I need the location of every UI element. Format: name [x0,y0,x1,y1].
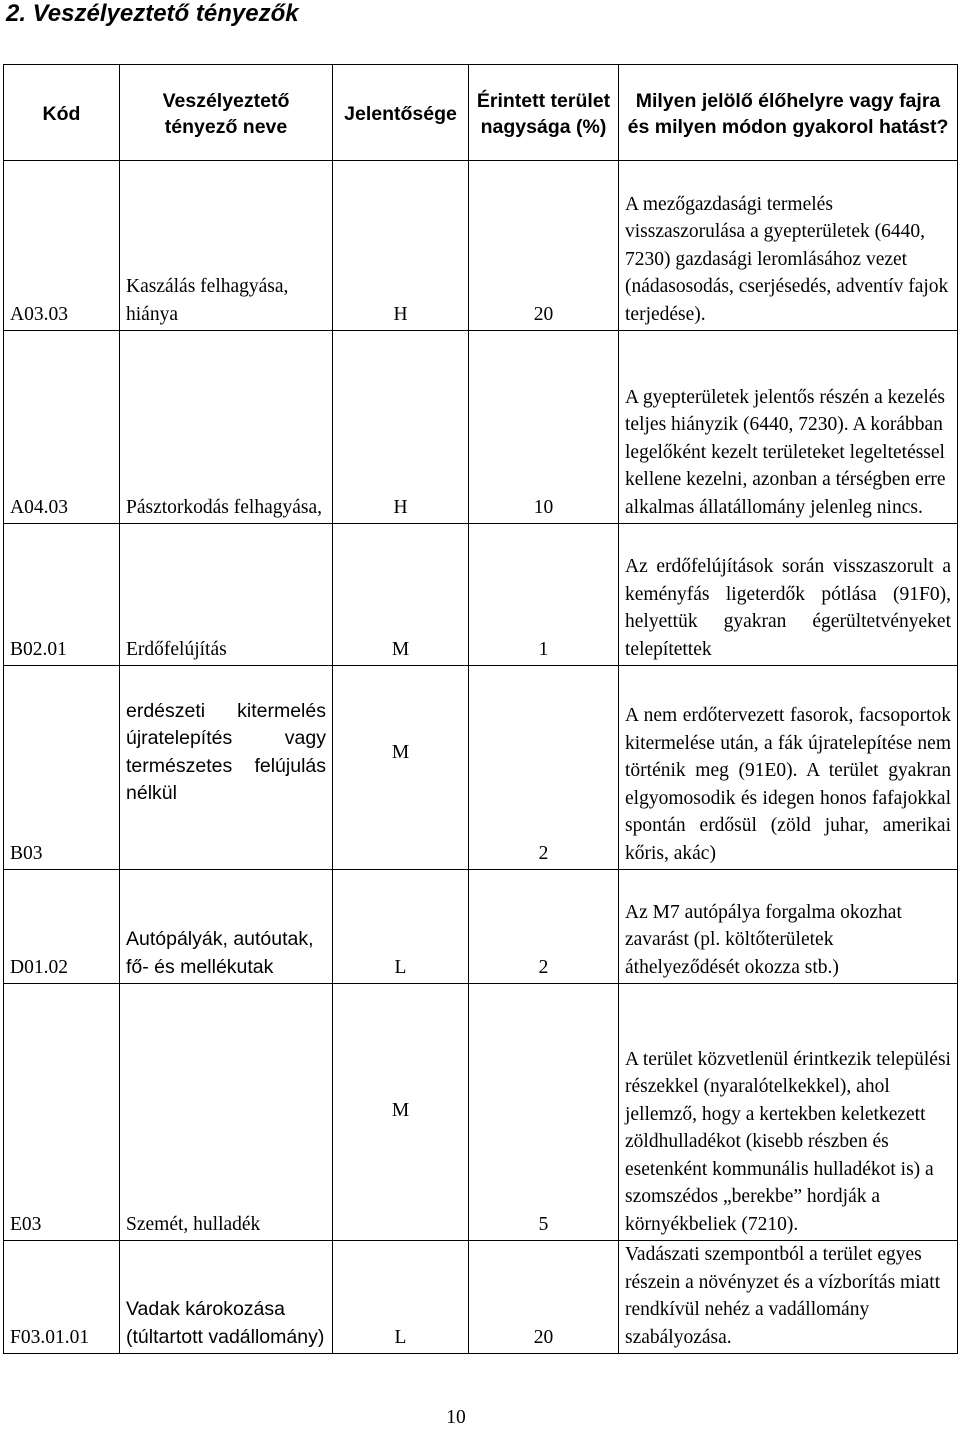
row-significance: L [333,870,469,984]
row-impact: A terület közvetlenül érintkezik települési részekkel (nyaralótelkekkel), ahol jellemző, hogy a kertekben keletkezett zöldhulladékot (kisebb részben és esetenként kommunális hulladékot is) a szomszédos „berekbe” hordják a környékbeliek (7210). [619,984,958,1241]
row-significance: M [333,666,469,870]
table-row [4,161,958,331]
table-row [4,331,958,524]
row-impact: Az M7 autópálya forgalma okozhat zavarást (pl. költőterületek áthelyeződését okozza stb.) [619,870,958,984]
row-impact: A nem erdőtervezett fasorok, facsoportok kitermelése után, a fák újratelepítése nem történik meg (91E0). A terület gyakran elgyomosodik és idegen honos fafajokkal spontán erdősül (zöld juhar, amerikai kőris, akác) [619,666,958,870]
table-row [4,984,958,1241]
row-code: F03.01.01 [4,1241,120,1354]
row-impact: A gyepterületek jelentős részén a kezelés teljes hiányzik (6440, 7230). A korábban legelőként kezelt területeket legeltetéssel kellene kezelni, azonban a térségben erre alkalmas állatállomány jelenleg nincs. [619,331,958,524]
row-name: Erdőfelújítás [120,524,333,666]
row-area: 20 [469,1241,619,1354]
row-name: Vadak károkozása (túltartott vadállomány) [120,1241,333,1354]
column-header-significance: Jelentősége [333,65,469,161]
column-header-area: Érintett terület nagysága (%) [469,65,619,161]
column-header-code: Kód [4,65,120,161]
row-area: 2 [469,666,619,870]
row-significance: H [333,331,469,524]
row-name: Pásztorkodás felhagyása, [120,331,333,524]
row-significance: H [333,161,469,331]
row-area: 5 [469,984,619,1241]
table-row [4,524,958,666]
row-code: B03 [4,666,120,870]
row-impact: Az erdőfelújítások során visszaszorult a keményfás ligeterdők pótlása (91F0), helyettük gyakran égerültetvényeket telepítettek [619,524,958,666]
row-name-text: erdészeti kitermelés újratelepítés vagy természetes felújulás nélkül [126,699,326,804]
row-impact: A mezőgazdasági termelés visszaszorulása a gyepterületek (6440, 7230) gazdasági leromlásához vezet (nádasosodás, cserjésedés, adventív fajok terjedése). [619,161,958,331]
row-significance: M [333,984,469,1241]
page-number: 10 [446,1407,466,1428]
row-area: 1 [469,524,619,666]
table-row [4,870,958,984]
threat-factors-table [3,64,958,1354]
row-name [120,666,333,870]
row-area: 2 [469,870,619,984]
row-code: E03 [4,984,120,1241]
row-code: B02.01 [4,524,120,666]
row-name: Kaszálás felhagyása, hiánya [120,161,333,331]
row-code: D01.02 [4,870,120,984]
row-area: 20 [469,161,619,331]
row-name: Autópályák, autóutak, fő- és mellékutak [120,870,333,984]
row-code: A04.03 [4,331,120,524]
table-header-row [4,65,958,161]
table-row [4,1241,958,1354]
row-name: Szemét, hulladék [120,984,333,1241]
column-header-impact: Milyen jelölő élőhelyre vagy fajra és milyen módon gyakorol hatást? [619,65,958,161]
table-row [4,666,958,870]
row-significance: M [333,524,469,666]
column-header-name: Veszélyeztető tényező neve [120,65,333,161]
row-code: A03.03 [4,161,120,331]
row-significance: L [333,1241,469,1354]
section-heading: 2. Veszélyeztető tényezők [6,0,299,27]
row-impact: Vadászati szempontból a terület egyes részein a növényzet és a vízborítás miatt rendkívül nehéz a vadállomány szabályozása. [619,1241,958,1354]
row-area: 10 [469,331,619,524]
